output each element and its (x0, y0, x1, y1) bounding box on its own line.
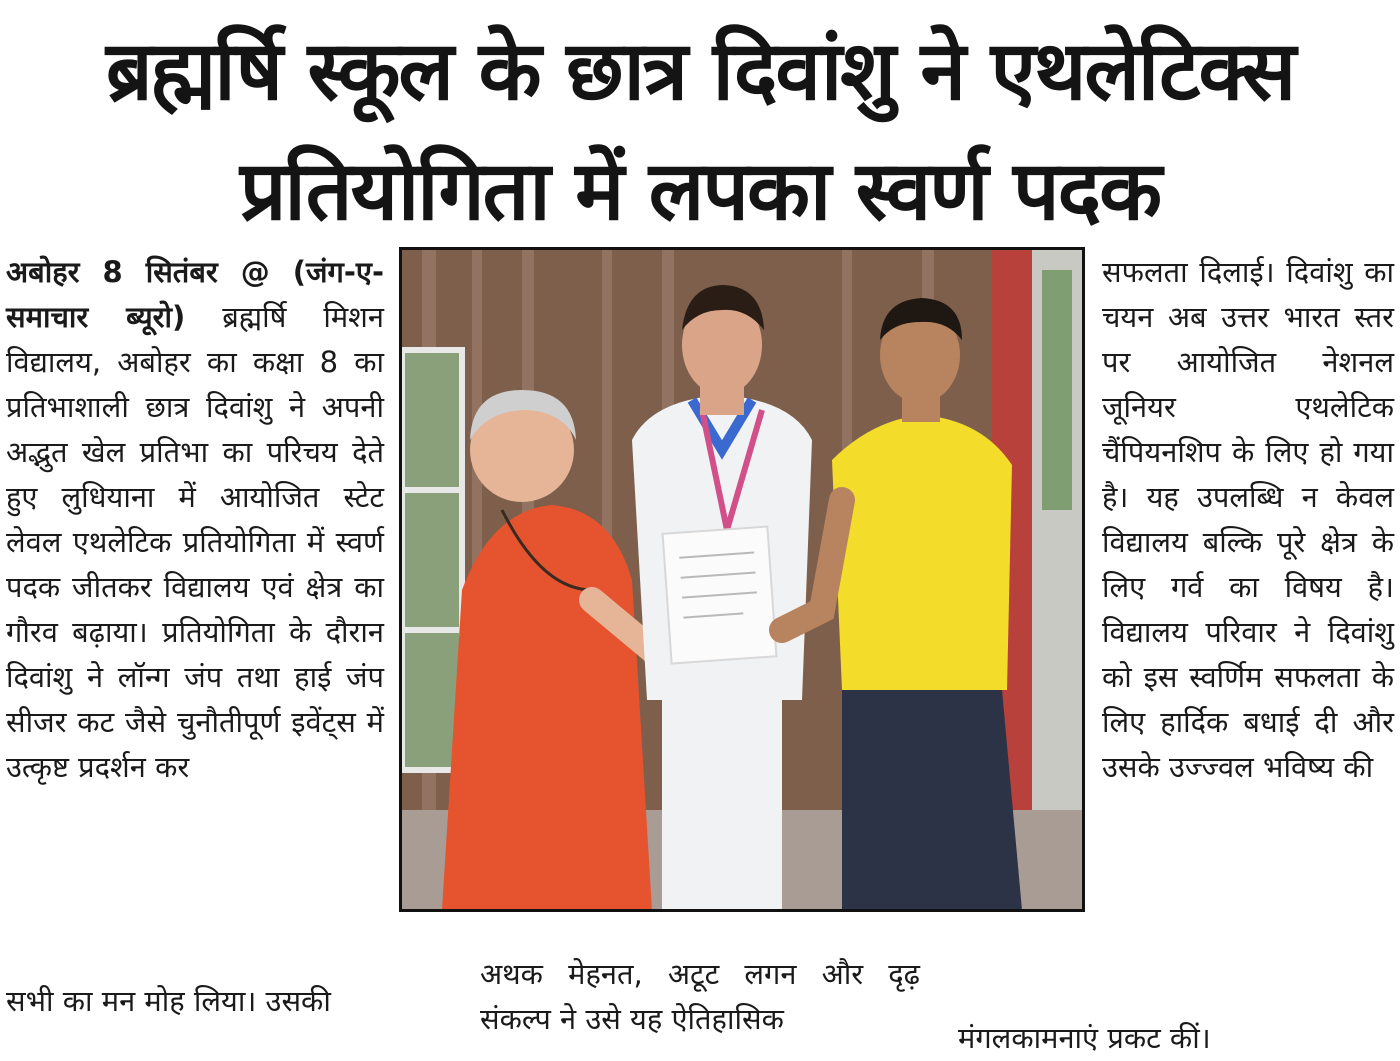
photo-illustration (402, 250, 1082, 909)
right-column: सफलता दिलाई। दिवांशु का चयन अब उत्तर भारत स्तर पर आयोजित नेशनल जूनियर एथलेटिक चैंपियनशिप के लिए हो गया है। यह उपलब्धि न केवल विद्यालय बल्कि पूरे क्षेत्र के लिए गर्व का विषय है। विद्यालय परिवार ने दिवांशु को इस स्वर्णिम सफलता के लिए हार्दिक बधाई दी और उसके उज्ज्वल भविष्य की (1102, 255, 1394, 784)
right-column-tail: मंगलकामनाएं प्रकट कीं। (958, 1021, 1211, 1055)
news-photo (399, 247, 1085, 912)
left-column (6, 250, 384, 790)
dateline: अबोहर 8 सितंबर @ (जंग-ए-समाचार ब्यूरो) (6, 255, 384, 334)
center-column: अथक मेहनत, अटूट लगन और दृढ़ संकल्प ने उसे यह ऐतिहासिक (480, 957, 920, 1036)
headline-line-1: ब्रह्मर्षि स्कूल के छात्र दिवांशु ने एथलेटिक्स (105, 24, 1295, 119)
left-column-tail: सभी का मन मोह लिया। उसकी (6, 984, 331, 1018)
left-column-text: ब्रह्मर्षि मिशन विद्यालय, अबोहर का कक्षा 8 का प्रतिभाशाली छात्र दिवांशु ने अपनी अद्भुत खेल प्रतिभा का परिचय देते हुए लुधियाना में आयोजित स्टेट लेवल एथलेटिक प्रतियोगिता में स्वर्ण पदक जीतकर विद्यालय एवं क्षेत्र का गौरव बढ़ाया। प्रतियोगिता के दौरान दिवांशु ने लॉन्ग जंप तथा हाई जंप सीजर कट जैसे चुनौतीपूर्ण इवेंट्स में उत्कृष्ट प्रदर्शन कर (6, 300, 384, 784)
window (402, 350, 462, 770)
headline-line-2: प्रतियोगिता में लपका स्वर्ण पदक (239, 144, 1161, 239)
certificate (663, 527, 777, 664)
